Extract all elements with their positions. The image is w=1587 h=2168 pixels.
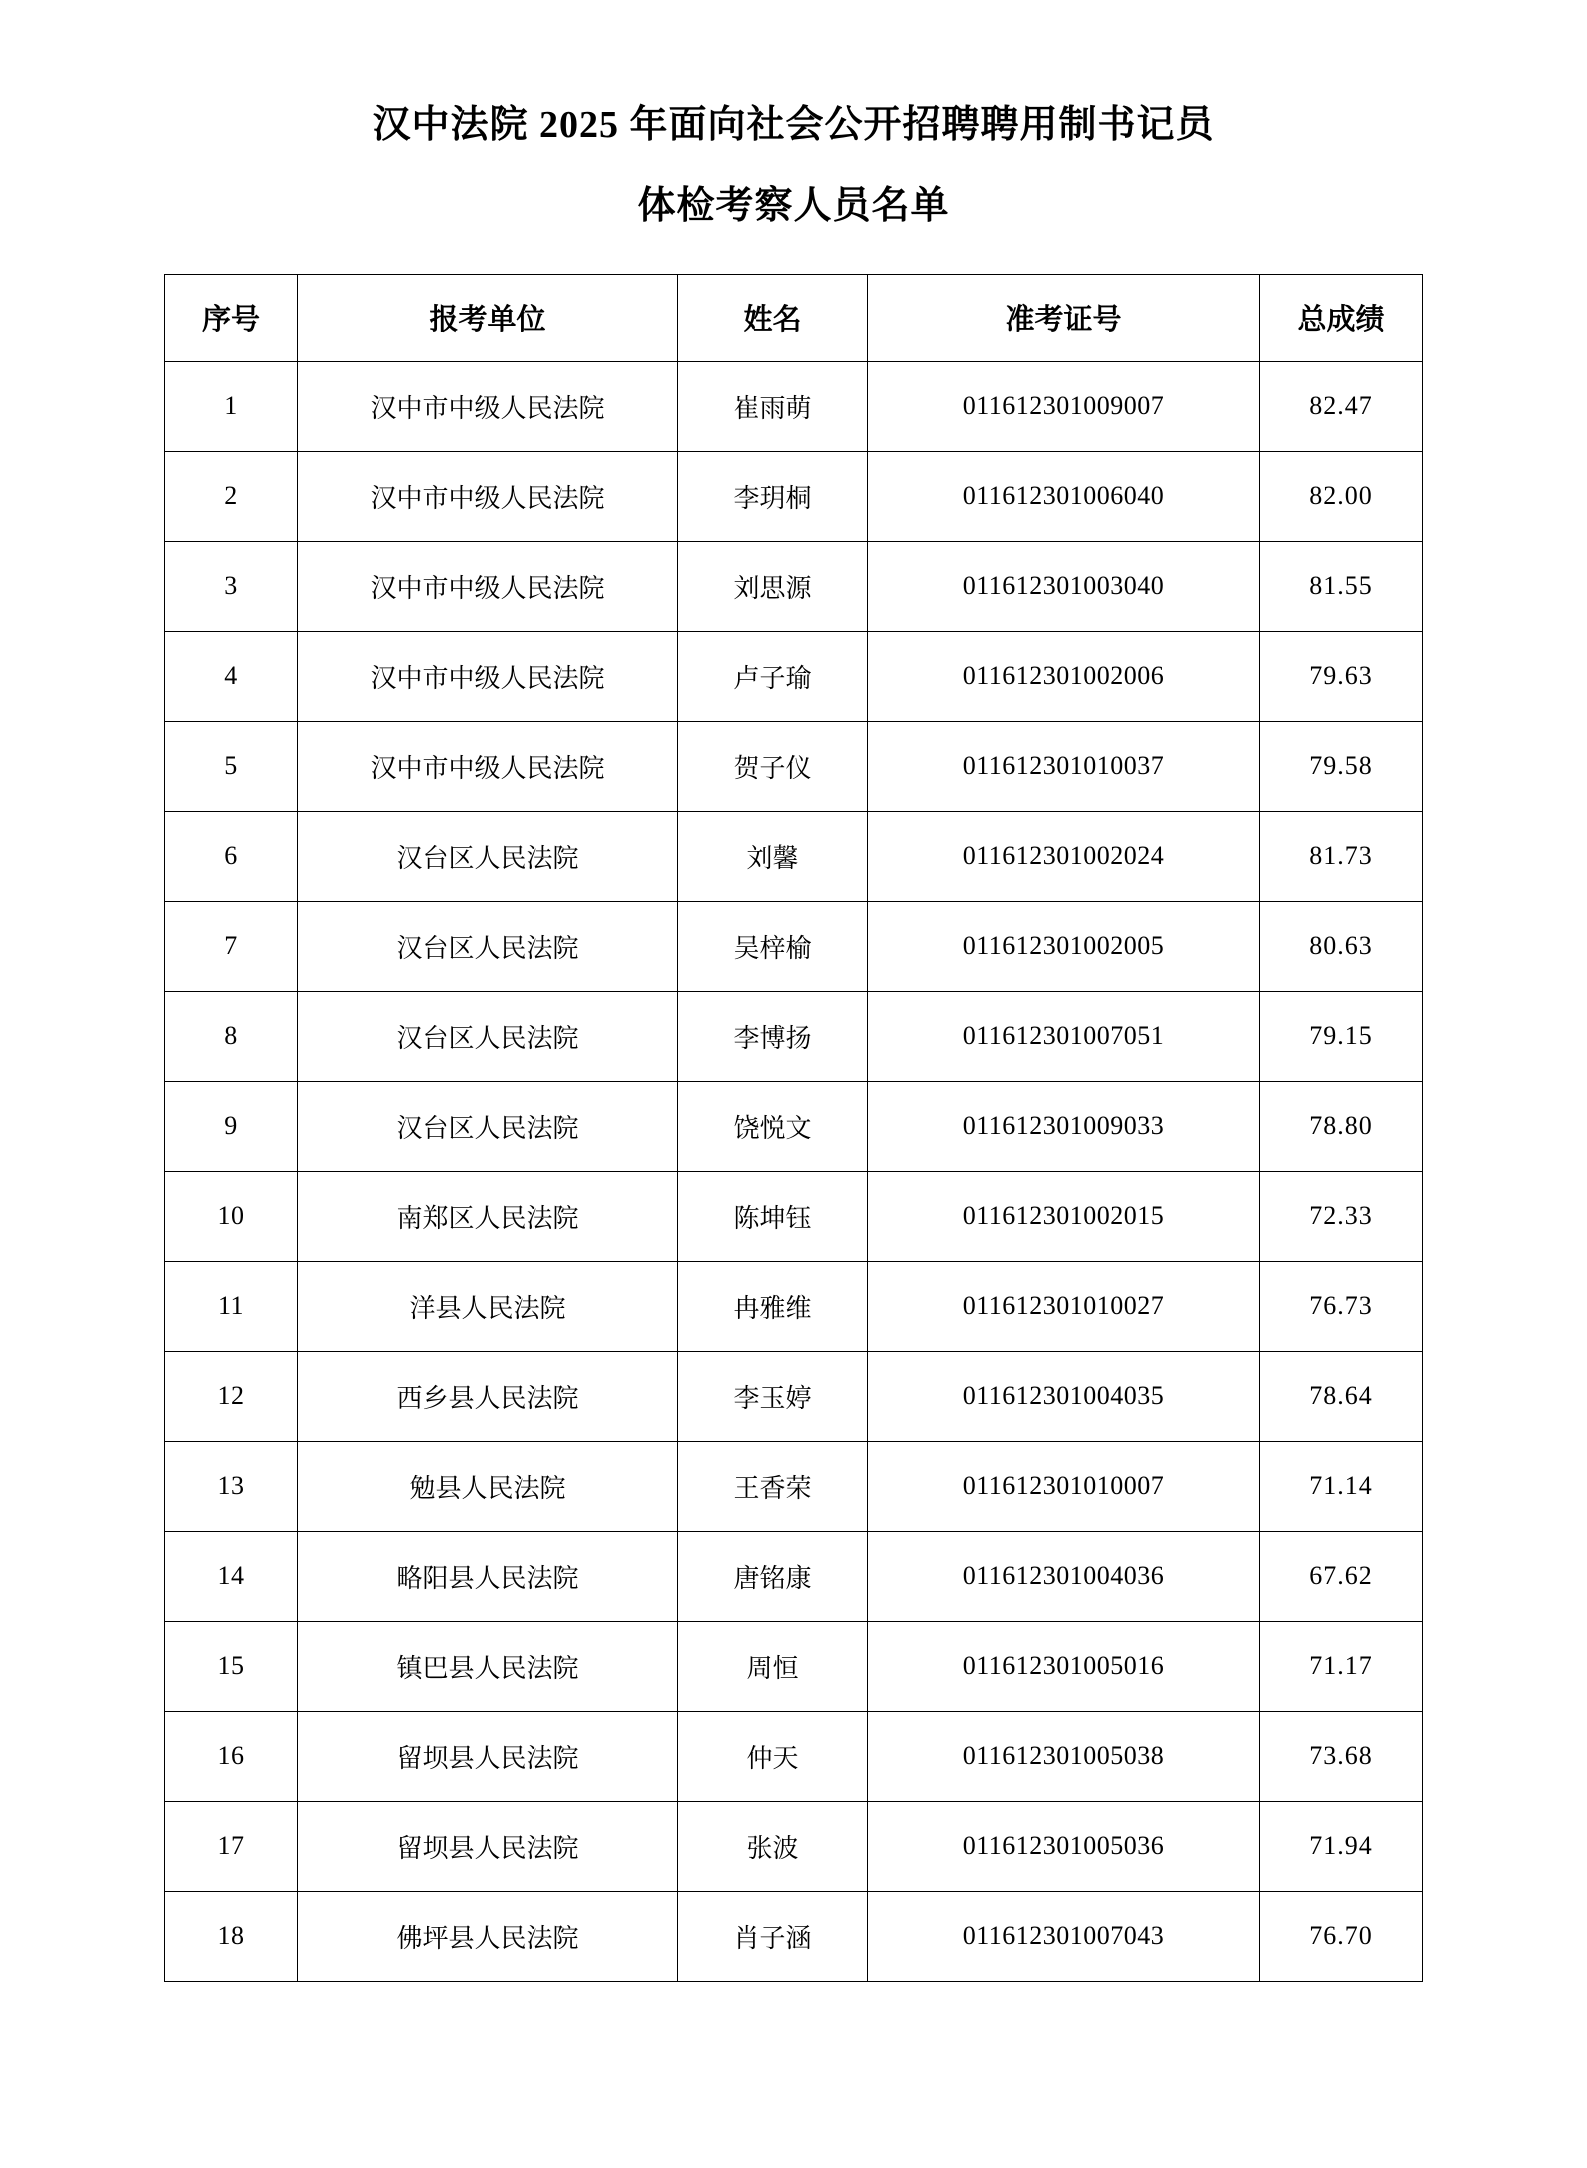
- cell-score: 78.80: [1260, 1081, 1423, 1171]
- cell-unit: 留坝县人民法院: [298, 1801, 678, 1891]
- cell-index: 5: [165, 721, 298, 811]
- cell-score: 79.63: [1260, 631, 1423, 721]
- cell-ticket: 011612301002015: [868, 1171, 1260, 1261]
- cell-name: 刘馨: [678, 811, 868, 901]
- cell-ticket: 011612301004035: [868, 1351, 1260, 1441]
- cell-index: 3: [165, 541, 298, 631]
- cell-index: 16: [165, 1711, 298, 1801]
- table-row: [165, 1531, 1423, 1621]
- cell-index: 7: [165, 901, 298, 991]
- cell-index: 14: [165, 1531, 298, 1621]
- cell-index: 10: [165, 1171, 298, 1261]
- table-row: [165, 631, 1423, 721]
- table-row: [165, 1711, 1423, 1801]
- cell-index: 11: [165, 1261, 298, 1351]
- cell-name: 王香荣: [678, 1441, 868, 1531]
- table-row: [165, 1621, 1423, 1711]
- table-row: [165, 811, 1423, 901]
- cell-score: 71.17: [1260, 1621, 1423, 1711]
- cell-ticket: 011612301005038: [868, 1711, 1260, 1801]
- column-header-ticket: 准考证号: [868, 274, 1260, 361]
- table-row: [165, 541, 1423, 631]
- cell-unit: 汉中市中级人民法院: [298, 541, 678, 631]
- column-header-name: 姓名: [678, 274, 868, 361]
- cell-score: 76.73: [1260, 1261, 1423, 1351]
- table-row: [165, 991, 1423, 1081]
- cell-ticket: 011612301007043: [868, 1891, 1260, 1981]
- cell-unit: 南郑区人民法院: [298, 1171, 678, 1261]
- cell-unit: 汉台区人民法院: [298, 901, 678, 991]
- cell-name: 贺子仪: [678, 721, 868, 811]
- cell-score: 79.15: [1260, 991, 1423, 1081]
- cell-index: 4: [165, 631, 298, 721]
- cell-name: 吴梓榆: [678, 901, 868, 991]
- cell-unit: 镇巴县人民法院: [298, 1621, 678, 1711]
- cell-ticket: 011612301009033: [868, 1081, 1260, 1171]
- cell-name: 张波: [678, 1801, 868, 1891]
- cell-unit: 略阳县人民法院: [298, 1531, 678, 1621]
- cell-name: 仲天: [678, 1711, 868, 1801]
- cell-score: 76.70: [1260, 1891, 1423, 1981]
- table-header-row: [165, 274, 1423, 361]
- candidate-roster-table: [164, 274, 1423, 1982]
- cell-name: 卢子瑜: [678, 631, 868, 721]
- cell-index: 6: [165, 811, 298, 901]
- cell-name: 李玉婷: [678, 1351, 868, 1441]
- cell-unit: 佛坪县人民法院: [298, 1891, 678, 1981]
- cell-score: 72.33: [1260, 1171, 1423, 1261]
- cell-score: 81.55: [1260, 541, 1423, 631]
- cell-ticket: 011612301006040: [868, 451, 1260, 541]
- column-header-score: 总成绩: [1260, 274, 1423, 361]
- cell-name: 崔雨萌: [678, 361, 868, 451]
- cell-ticket: 011612301005016: [868, 1621, 1260, 1711]
- cell-unit: 汉中市中级人民法院: [298, 631, 678, 721]
- cell-score: 71.94: [1260, 1801, 1423, 1891]
- cell-ticket: 011612301002006: [868, 631, 1260, 721]
- cell-unit: 勉县人民法院: [298, 1441, 678, 1531]
- table-body: [165, 361, 1423, 1981]
- page-title-line-1: 汉中法院 2025 年面向社会公开招聘聘用制书记员: [372, 104, 1215, 146]
- cell-unit: 汉台区人民法院: [298, 811, 678, 901]
- cell-unit: 汉台区人民法院: [298, 991, 678, 1081]
- cell-index: 15: [165, 1621, 298, 1711]
- cell-unit: 汉台区人民法院: [298, 1081, 678, 1171]
- cell-ticket: 011612301002005: [868, 901, 1260, 991]
- cell-unit: 汉中市中级人民法院: [298, 451, 678, 541]
- cell-score: 80.63: [1260, 901, 1423, 991]
- cell-name: 肖子涵: [678, 1891, 868, 1981]
- table-row: [165, 1261, 1423, 1351]
- table-row: [165, 451, 1423, 541]
- cell-ticket: 011612301004036: [868, 1531, 1260, 1621]
- table-row: [165, 1891, 1423, 1981]
- table-row: [165, 901, 1423, 991]
- cell-ticket: 011612301009007: [868, 361, 1260, 451]
- table-row: [165, 1351, 1423, 1441]
- cell-score: 82.00: [1260, 451, 1423, 541]
- table-header: [165, 274, 1423, 361]
- page-title-line-2: 体检考察人员名单: [637, 184, 950, 227]
- cell-name: 唐铭康: [678, 1531, 868, 1621]
- cell-ticket: 011612301007051: [868, 991, 1260, 1081]
- table-row: [165, 1081, 1423, 1171]
- cell-ticket: 011612301010037: [868, 721, 1260, 811]
- cell-name: 冉雅维: [678, 1261, 868, 1351]
- cell-index: 1: [165, 361, 298, 451]
- cell-score: 67.62: [1260, 1531, 1423, 1621]
- cell-name: 陈坤钰: [678, 1171, 868, 1261]
- cell-index: 17: [165, 1801, 298, 1891]
- column-header-index: 序号: [165, 274, 298, 361]
- cell-unit: 洋县人民法院: [298, 1261, 678, 1351]
- cell-unit: 汉中市中级人民法院: [298, 361, 678, 451]
- cell-index: 12: [165, 1351, 298, 1441]
- document-page: [0, 96, 1587, 2168]
- cell-ticket: 011612301010027: [868, 1261, 1260, 1351]
- cell-name: 周恒: [678, 1621, 868, 1711]
- cell-unit: 汉中市中级人民法院: [298, 721, 678, 811]
- cell-ticket: 011612301002024: [868, 811, 1260, 901]
- table-row: [165, 1801, 1423, 1891]
- cell-name: 饶悦文: [678, 1081, 868, 1171]
- cell-unit: 西乡县人民法院: [298, 1351, 678, 1441]
- cell-name: 刘思源: [678, 541, 868, 631]
- cell-ticket: 011612301003040: [868, 541, 1260, 631]
- table-row: [165, 1441, 1423, 1531]
- table-row: [165, 361, 1423, 451]
- table-row: [165, 1171, 1423, 1261]
- cell-index: 8: [165, 991, 298, 1081]
- cell-score: 81.73: [1260, 811, 1423, 901]
- cell-ticket: 011612301005036: [868, 1801, 1260, 1891]
- cell-name: 李玥桐: [678, 451, 868, 541]
- cell-score: 79.58: [1260, 721, 1423, 811]
- cell-name: 李博扬: [678, 991, 868, 1081]
- cell-index: 18: [165, 1891, 298, 1981]
- cell-score: 73.68: [1260, 1711, 1423, 1801]
- cell-ticket: 011612301010007: [868, 1441, 1260, 1531]
- cell-index: 13: [165, 1441, 298, 1531]
- table-row: [165, 721, 1423, 811]
- column-header-unit: 报考单位: [298, 274, 678, 361]
- cell-index: 2: [165, 451, 298, 541]
- cell-score: 82.47: [1260, 361, 1423, 451]
- cell-score: 78.64: [1260, 1351, 1423, 1441]
- cell-unit: 留坝县人民法院: [298, 1711, 678, 1801]
- cell-index: 9: [165, 1081, 298, 1171]
- cell-score: 71.14: [1260, 1441, 1423, 1531]
